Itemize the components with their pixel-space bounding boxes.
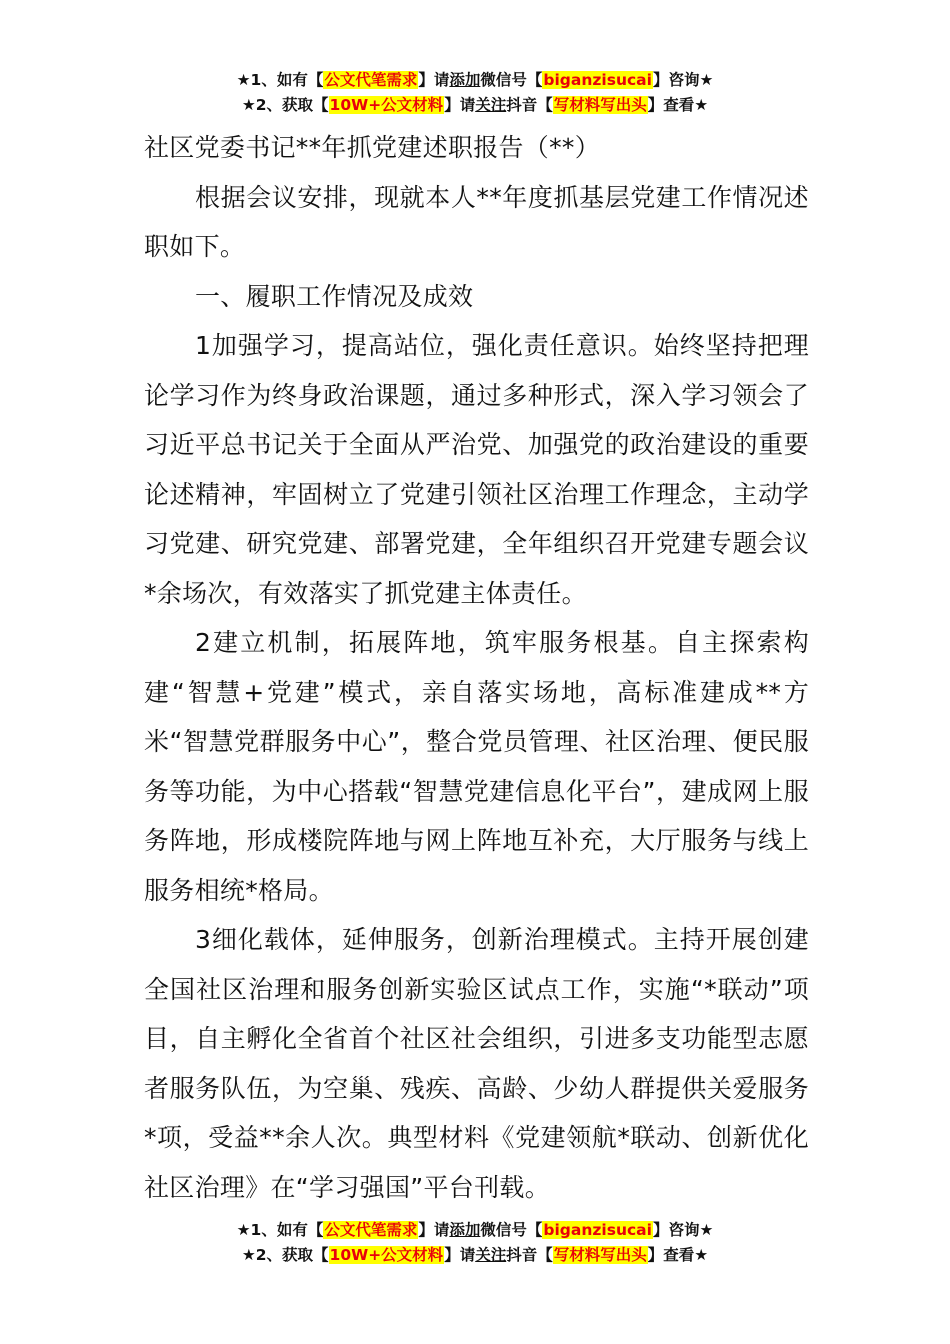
star-icon: ★: [236, 1221, 251, 1239]
star-icon: ★: [236, 71, 251, 89]
document-body: [144, 123, 809, 1212]
banner-text: 】咨询★: [652, 1221, 714, 1239]
banner-text: 】查看★: [647, 1246, 709, 1264]
banner-text: 】请: [444, 1246, 476, 1264]
banner-underline: 关注: [475, 96, 507, 114]
paragraph-3: 3细化载体，延伸服务，创新治理模式。主持开展创建全国社区治理和服务创新实验区试点工作，实施“*联动”项目，自主孵化全省首个社区社会组织，引进多支功能型志愿者服务队伍，为空巢、残疾、高龄、少幼人群提供关爱服务*项，受益**余人次。典型材料《党建领航*联动、创新优化社区治理》在“学习强国”平台刊载。: [144, 925, 809, 1202]
banner-text: 2、获取【: [255, 96, 329, 114]
document-title: 社区党委书记**年抓党建述职报告（**）: [144, 133, 601, 162]
banner-highlight: 10W+公文材料: [329, 96, 444, 114]
star-icon: ★: [241, 96, 256, 114]
header-banner: [0, 68, 950, 118]
banner-line-2: [0, 1243, 950, 1268]
star-icon: ★: [241, 1246, 256, 1264]
banner-text: 2、获取【: [255, 1246, 329, 1264]
banner-line-2: [0, 93, 950, 118]
section-heading: 一、履职工作情况及成效: [195, 281, 474, 311]
banner-text: 】请: [418, 71, 450, 89]
banner-underline: 添加: [449, 1221, 481, 1239]
banner-wechat-id: biganzisucai: [543, 71, 652, 89]
banner-text: 】请: [418, 1221, 450, 1239]
banner-text: 】咨询★: [652, 71, 714, 89]
banner-highlight: 公文代笔需求: [324, 71, 418, 89]
banner-text: 抖音【: [506, 96, 553, 114]
banner-underline: 添加: [449, 71, 481, 89]
banner-line-1: [0, 68, 950, 93]
banner-wechat-id: biganzisucai: [543, 1221, 652, 1239]
banner-text: 】请: [444, 96, 476, 114]
banner-line-1: [0, 1218, 950, 1243]
banner-text: 抖音【: [506, 1246, 553, 1264]
banner-text: 微信号【: [480, 1221, 543, 1239]
banner-douyin-id: 写材料写出头: [553, 96, 647, 114]
banner-underline: 关注: [475, 1246, 507, 1264]
footer-banner: [0, 1218, 950, 1268]
banner-text: 1、如有【: [250, 1221, 324, 1239]
banner-douyin-id: 写材料写出头: [553, 1246, 647, 1264]
banner-text: 微信号【: [480, 71, 543, 89]
banner-text: 1、如有【: [250, 71, 324, 89]
banner-highlight: 公文代笔需求: [324, 1221, 418, 1239]
intro-paragraph: 根据会议安排，现就本人**年度抓基层党建工作情况述职如下。: [144, 182, 809, 261]
banner-text: 】查看★: [647, 96, 709, 114]
paragraph-1: 1加强学习，提高站位，强化责任意识。始终坚持把理论学习作为终身政治课题，通过多种形式，深入学习领会了习近平总书记关于全面从严治党、加强党的政治建设的重要论述精神，牢固树立了党建引领社区治理工作理念，主动学习党建、研究党建、部署党建，全年组织召开党建专题会议*余场次，有效落实了抓党建主体责任。: [144, 331, 809, 608]
banner-highlight: 10W+公文材料: [329, 1246, 444, 1264]
paragraph-2: 2建立机制，拓展阵地，筑牢服务根基。自主探索构建“智慧+党建”模式，亲自落实场地，高标准建成**方米“智慧党群服务中心”，整合党员管理、社区治理、便民服务等功能，为中心搭载“智慧党建信息化平台”，建成网上服务阵地，形成楼院阵地与网上阵地互补充，大厅服务与线上服务相统*格局。: [144, 628, 809, 905]
